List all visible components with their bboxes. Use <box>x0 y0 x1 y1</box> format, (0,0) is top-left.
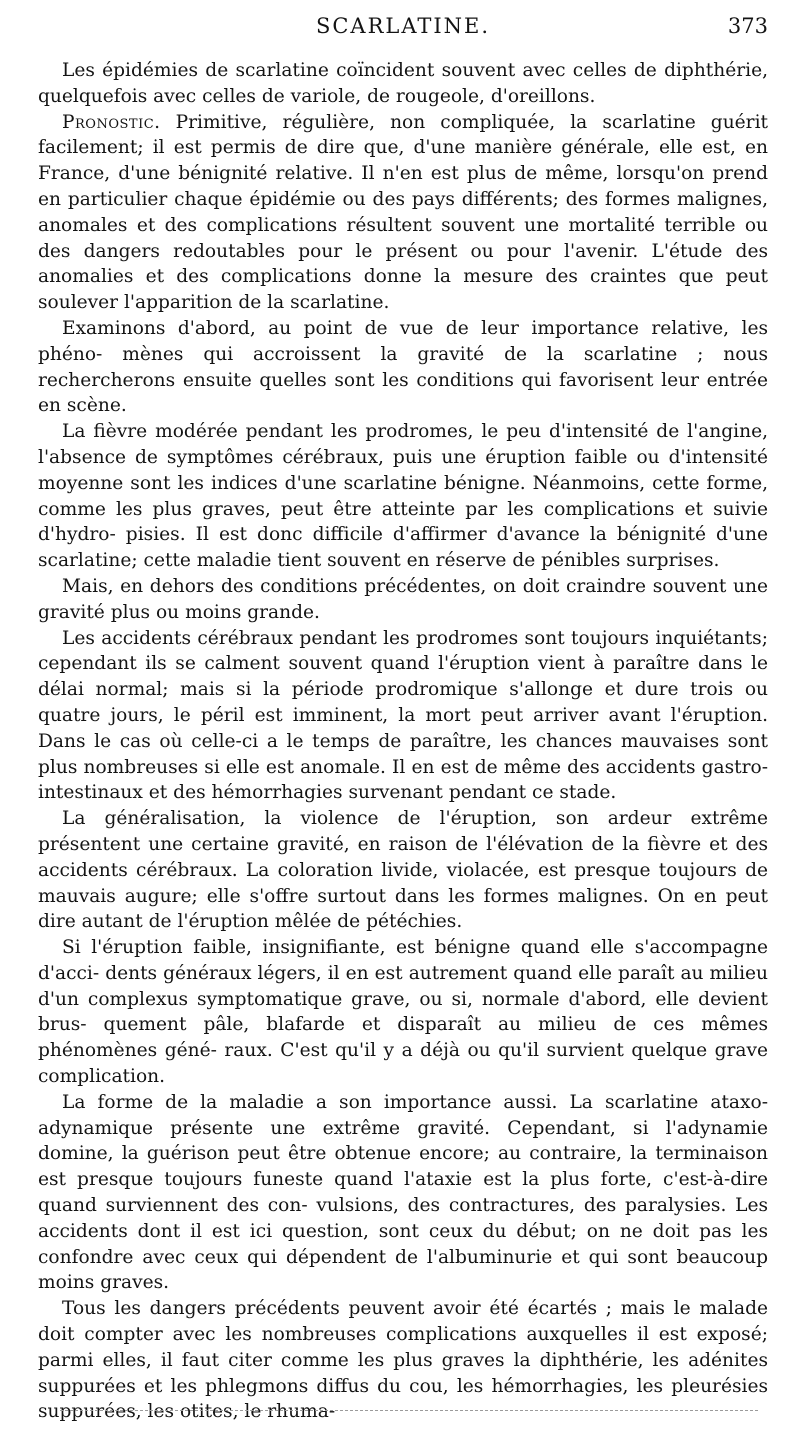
paragraph-text: La généralisation, la violence de l'éruption, son ardeur extrême présentent une certaine gravité, en raison de l'élévation de la fièvre et des accidents cérébraux. La coloration livide, violacée, est presque toujours de mauvais augure; elle s'offre surtout dans les formes malignes. On en peut dire autant de l'éruption mêlée de pétéchies. <box>38 808 768 933</box>
footer-divider <box>60 1410 758 1411</box>
section-heading-pronostic: Pronostic. <box>62 111 161 133</box>
paragraph-fievre-moderee <box>38 419 768 574</box>
paragraph-text: La fièvre modérée pendant les prodromes, le peu d'intensité de l'angine, l'absence de symptômes cérébraux, puis une éruption faible ou d'intensité moyenne sont les indices d'une scarlatine bénigne. Néanmoins, cette forme, comme les plus graves, peut être atteinte par les complications et suivie d'hydro- pisies. Il est donc difficile d'affirmer d'avance la bénignité d'une scarlatine; cette maladie tient souvent en réserve de pénibles surprises. <box>38 421 768 572</box>
paragraph-epidemies <box>38 58 768 110</box>
paragraph-text: Mais, en dehors des conditions précédentes, on doit craindre souvent une gravité plus ou moins grande. <box>38 575 768 623</box>
paragraph-mais-en-dehors <box>38 574 768 626</box>
page-header <box>38 14 768 46</box>
paragraph-text: Les accidents cérébraux pendant les prodromes sont toujours inquiétants; cependant ils se calment souvent quand l'éruption vient à paraître dans le délai normal; mais si la période prodromique s'allonge et dure trois ou quatre jours, le péril est imminent, la mort peut arriver avant l'éruption. Dans le cas où celle-ci a le temps de paraître, les chances mauvaises sont plus nombreuses si elle est anomale. Il en est de même des accidents gastro-intestinaux et des hémorrhagies survenant pendant ce stade. <box>38 627 768 804</box>
running-title: SCARLATINE. <box>315 14 491 38</box>
page-number: 373 <box>727 14 768 38</box>
document-page <box>38 0 768 1449</box>
paragraph-forme-maladie <box>38 1090 768 1296</box>
paragraph-text: Les épidémies de scarlatine coïncident souvent avec celles de diphthérie, quelquefois avec celles de variole, de rougeole, d'oreillons. <box>38 60 768 107</box>
body-text <box>38 58 768 1425</box>
paragraph-text: Si l'éruption faible, insignifiante, est bénigne quand elle s'accompagne d'acci- dents généraux légers, il en est autrement quand elle paraît au milieu d'un complexus symptomatique grave, ou si, normale d'abord, elle devient brus- quement pâle, blafarde et disparaît au milieu de ces mêmes phénomènes géné- raux. C'est qu'il y a déjà ou qu'il survient quelque grave complication. <box>38 937 768 1088</box>
paragraph-dangers-precedents <box>38 1296 768 1425</box>
paragraph-text: Primitive, régulière, non compliquée, la scarlatine guérit facilement; il est permis de dire que, d'une manière générale, elle est, en France, d'une bénignité relative. Il n'en est plus de même, lorsqu'on prend en particulier chaque épidémie ou des pays différents; des formes malignes, anomales et des complications résultent souvent une mortalité terrible ou des dangers redoutables pour le présent ou pour l'avenir. L'étude des anomalies et des complications donne la mesure des craintes que peut soulever l'apparition de la scarlatine. <box>38 111 768 314</box>
paragraph-text: Tous les dangers précédents peuvent avoir été écartés ; mais le malade doit compter avec les nombreuses complications auxquelles il est exposé; parmi elles, il faut citer comme les plus graves la diphthérie, les adénites suppurées et les phlegmons diffus du cou, les hémorrhagies, les pleurésies suppurées, les otites, le rhuma- <box>38 1298 768 1423</box>
paragraph-examinons <box>38 316 768 419</box>
paragraph-generalisation <box>38 806 768 935</box>
paragraph-eruption-faible <box>38 935 768 1090</box>
paragraph-accidents-cerebraux <box>38 626 768 807</box>
paragraph-pronostic <box>38 110 768 316</box>
paragraph-text: Examinons d'abord, au point de vue de leur importance relative, les phéno- mènes qui accroissent la gravité de la scarlatine ; nous rechercherons ensuite quelles sont les conditions qui favorisent leur entrée en scène. <box>38 317 768 417</box>
paragraph-text: La forme de la maladie a son importance aussi. La scarlatine ataxo-adynamique présente une extrême gravité. Cependant, si l'adynamie domine, la guérison peut être obtenue encore; au contraire, la terminaison est presque toujours funeste quand l'ataxie est la plus forte, c'est-à-dire quand surviennent des con- vulsions, des contractures, des paralysies. Les accidents dont il est ici question, sont ceux du début; on ne doit pas les confondre avec ceux qui dépendent de l'albuminurie et qui sont beaucoup moins graves. <box>38 1091 768 1294</box>
